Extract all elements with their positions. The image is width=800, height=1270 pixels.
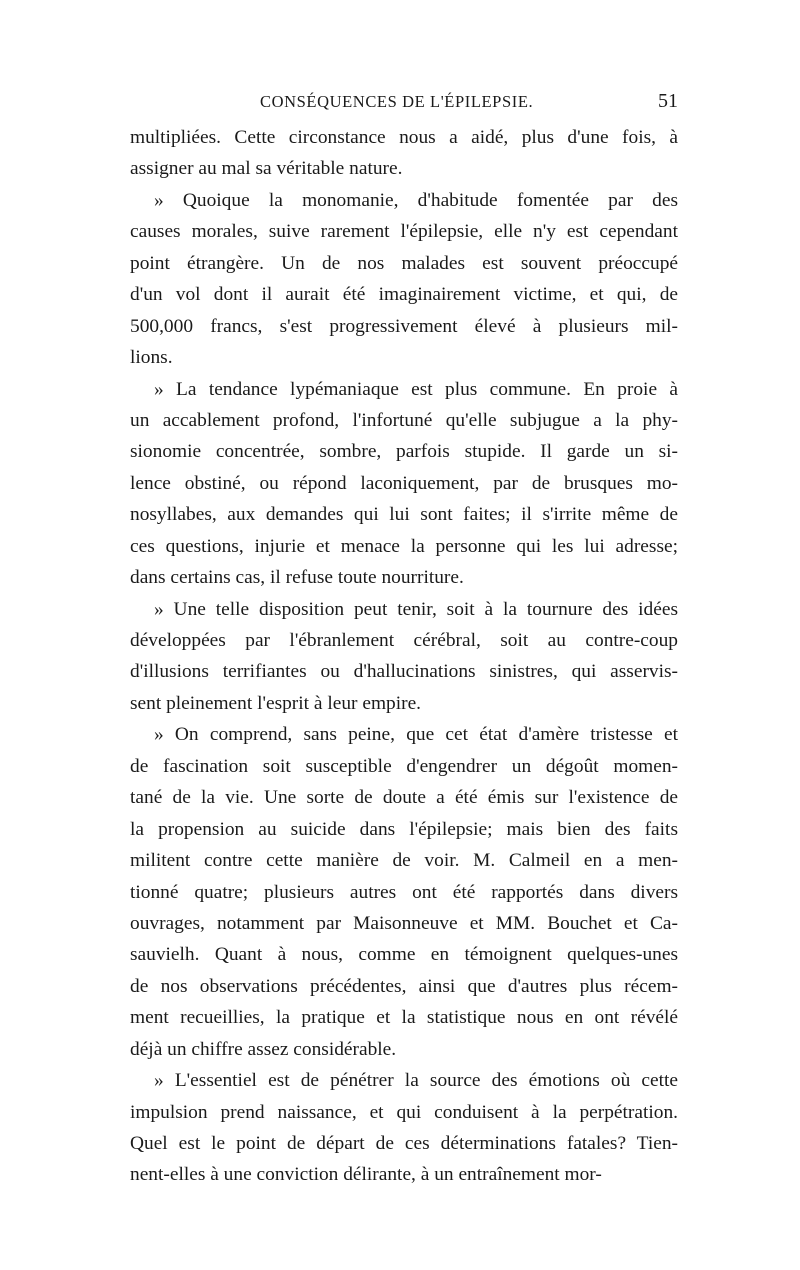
paragraph	[130, 374, 678, 594]
text-line: militent contre cette manière de voir. M. Calmeil en a men-	[130, 850, 678, 872]
text-line: déjà un chiffre assez considérable.	[130, 1038, 397, 1060]
text-line: » Quoique la monomanie, d'habitude fomentée par des	[154, 189, 678, 211]
text-line: nent-elles à une conviction délirante, à un entraînement mor-	[130, 1164, 602, 1186]
running-title: CONSÉQUENCES DE L'ÉPILEPSIE.	[260, 92, 534, 111]
text-line: nosyllabes, aux demandes qui lui sont faites; il s'irrite même de	[130, 504, 678, 526]
text-line: un accablement profond, l'infortuné qu'elle subjugue a la phy-	[130, 409, 678, 431]
paragraph	[130, 185, 678, 374]
text-line: Quel est le point de départ de ces déterminations fatales? Tien-	[130, 1133, 678, 1154]
text-line: ouvrages, notamment par Maisonneuve et MM. Bouchet et Ca-	[130, 912, 678, 934]
paragraph	[130, 719, 678, 1065]
text-line: développées par l'ébranlement cérébral, soit au contre-coup	[130, 630, 678, 651]
text-line: tané de la vie. Une sorte de doute a été émis sur l'existence de	[130, 787, 678, 809]
text-line: multipliées. Cette circonstance nous a aidé, plus d'une fois, à	[130, 127, 678, 148]
text-line: causes morales, suive rarement l'épilepsie, elle n'y est cependant	[130, 221, 678, 243]
paragraph	[130, 594, 678, 720]
text-line: impulsion prend naissance, et qui conduisent à la perpétration.	[130, 1101, 678, 1123]
text-line: » La tendance lypémaniaque est plus commune. En proie à	[154, 378, 678, 400]
text-line: sionomie concentrée, sombre, parfois stupide. Il garde un si-	[130, 441, 678, 463]
page-number: 51	[658, 90, 678, 112]
text-line: ment recueillies, la pratique et la statistique nous en ont révélé	[130, 1007, 678, 1029]
text-line: d'un vol dont il aurait été imaginairement victime, et qui, de	[130, 284, 678, 306]
text-line: d'illusions terrifiantes ou d'hallucinations sinistres, qui asservis-	[130, 661, 678, 683]
text-line: sent pleinement l'esprit à leur empire.	[130, 692, 422, 714]
text-line: » Une telle disposition peut tenir, soit à la tournure des idées	[154, 598, 678, 620]
text-line: assigner au mal sa véritable nature.	[130, 158, 403, 180]
text-line: ces questions, injurie et menace la personne qui les lui adresse;	[130, 535, 678, 557]
text-line: point étrangère. Un de nos malades est souvent préoccupé	[130, 252, 678, 274]
running-head	[130, 92, 678, 118]
text-line: la propension au suicide dans l'épilepsie; mais bien des faits	[130, 818, 678, 840]
text-line: tionné quatre; plusieurs autres ont été rapportés dans divers	[130, 881, 678, 903]
text-line: » L'essentiel est de pénétrer la source des émotions où cette	[154, 1070, 678, 1092]
text-line: de nos observations précédentes, ainsi que d'autres plus récem-	[130, 975, 678, 997]
text-line: lions.	[130, 347, 173, 369]
body-text	[130, 122, 678, 1191]
text-line: 500,000 francs, s'est progressivement élevé à plusieurs mil-	[130, 315, 678, 337]
text-line: » On comprend, sans peine, que cet état d'amère tristesse et	[154, 724, 678, 746]
text-line: dans certains cas, il refuse toute nourriture.	[130, 567, 464, 589]
paragraph	[130, 122, 678, 185]
text-line: lence obstiné, ou répond laconiquement, par de brusques mo-	[130, 472, 678, 494]
paragraph	[130, 1065, 678, 1191]
text-line: sauvielh. Quant à nous, comme en témoignent quelques-unes	[130, 944, 678, 966]
text-line: de fascination soit susceptible d'engendrer un dégoût momen-	[130, 755, 678, 777]
